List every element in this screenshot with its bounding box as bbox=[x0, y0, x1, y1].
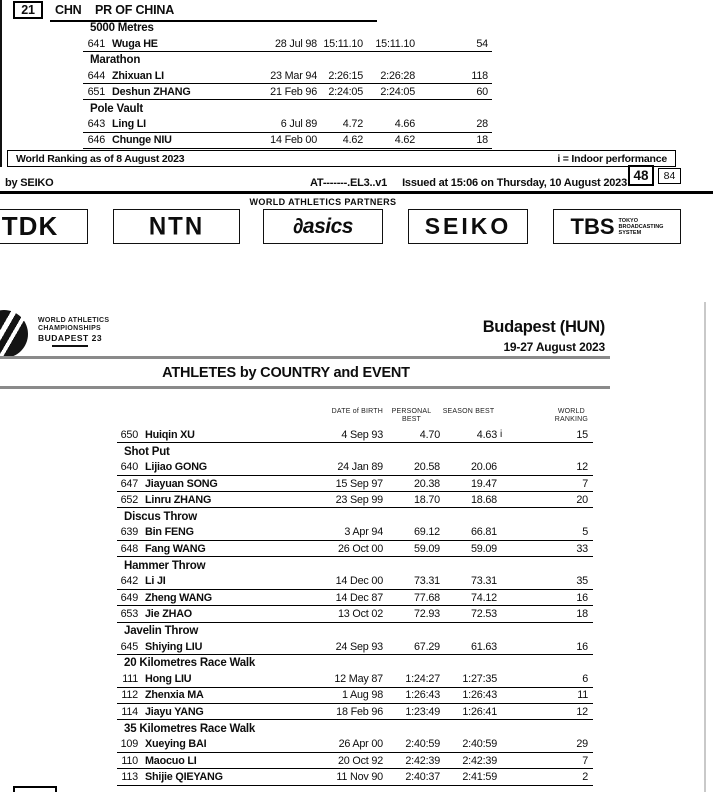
personal-best: 1:23:49 bbox=[405, 705, 440, 718]
world-ranking: 35 bbox=[576, 575, 588, 588]
athlete-row bbox=[83, 84, 492, 100]
event-header: Javelin Throw bbox=[124, 624, 199, 637]
logo-line1: WORLD ATHLETICS bbox=[38, 317, 110, 324]
header-rule-top bbox=[0, 356, 610, 359]
report-code: AT-------.EL3..v1 bbox=[310, 177, 388, 189]
personal-best: 4.72 bbox=[342, 118, 363, 131]
athlete-name: Zheng WANG bbox=[145, 591, 212, 604]
event-location: Budapest (HUN) bbox=[482, 318, 605, 336]
world-ranking: 29 bbox=[576, 738, 588, 751]
bib-number: 110 bbox=[121, 754, 138, 767]
season-best: 61.63 bbox=[470, 640, 497, 653]
athlete-row bbox=[117, 769, 593, 785]
personal-best: 69.12 bbox=[413, 526, 440, 539]
partners-title: WORLD ATHLETICS PARTNERS bbox=[249, 197, 397, 207]
season-best: 20.06 bbox=[470, 461, 497, 474]
date-of-birth: 14 Dec 87 bbox=[335, 591, 383, 604]
season-best: 2:24:05 bbox=[380, 85, 415, 98]
logo-underline bbox=[52, 345, 88, 347]
date-of-birth: 21 Feb 96 bbox=[270, 85, 317, 98]
athlete-row bbox=[117, 606, 593, 622]
date-of-birth: 28 Jul 98 bbox=[274, 37, 317, 50]
athlete-row bbox=[117, 704, 593, 720]
season-best: 19.47 bbox=[470, 477, 497, 490]
page-left-edge bbox=[0, 0, 2, 167]
page-right-edge bbox=[704, 302, 706, 792]
date-of-birth: 13 Oct 02 bbox=[337, 607, 383, 620]
event-header: 35 Kilometres Race Walk bbox=[124, 722, 256, 735]
country-code: CHN bbox=[55, 3, 82, 17]
world-ranking: 118 bbox=[471, 69, 488, 82]
bib-number: 653 bbox=[120, 607, 138, 620]
world-ranking: 54 bbox=[476, 37, 488, 50]
athlete-name: Wuga HE bbox=[112, 37, 158, 50]
personal-best: 72.93 bbox=[413, 607, 440, 620]
personal-best: 4.62 bbox=[342, 134, 363, 147]
athlete-name: Jie ZHAO bbox=[145, 607, 192, 620]
personal-best: 4.70 bbox=[419, 428, 440, 441]
personal-best: 2:24:05 bbox=[328, 85, 363, 98]
page-number-box bbox=[628, 165, 654, 186]
country-rank-box bbox=[13, 1, 43, 19]
athlete-name: Linru ZHANG bbox=[145, 493, 212, 506]
date-of-birth: 4 Sep 93 bbox=[341, 428, 383, 441]
world-ranking: 7 bbox=[582, 477, 588, 490]
date-of-birth: 18 Feb 96 bbox=[336, 705, 383, 718]
bib-number: 649 bbox=[120, 591, 138, 604]
personal-best: 1:24:27 bbox=[405, 673, 440, 686]
athlete-row bbox=[117, 525, 593, 541]
bib-number: 639 bbox=[120, 526, 138, 539]
season-best: 2:42:39 bbox=[462, 754, 497, 767]
personal-best: 2:40:37 bbox=[405, 770, 440, 783]
bib-number: 640 bbox=[120, 461, 138, 474]
personal-best: 20.58 bbox=[413, 461, 440, 474]
bib-number: 646 bbox=[87, 134, 105, 147]
bib-number: 648 bbox=[120, 542, 138, 555]
date-of-birth: 11 Nov 90 bbox=[336, 770, 383, 783]
athlete-row bbox=[83, 68, 492, 84]
world-ranking: 12 bbox=[576, 461, 588, 474]
date-of-birth: 1 Aug 98 bbox=[341, 689, 383, 702]
tbs-logo-subtext: TOKYO BROADCASTING SYSTEM bbox=[618, 217, 664, 236]
page-total-box bbox=[658, 168, 681, 184]
world-ranking: 18 bbox=[476, 134, 488, 147]
athlete-row bbox=[83, 36, 492, 52]
season-best: 66.81 bbox=[470, 526, 497, 539]
athlete-name: Zhenxia MA bbox=[145, 689, 204, 702]
date-of-birth: 23 Sep 99 bbox=[335, 493, 383, 506]
world-ranking: 18 bbox=[576, 607, 588, 620]
bib-number: 641 bbox=[87, 37, 105, 50]
season-best: 4.63 bbox=[476, 428, 497, 441]
indoor-note: i = Indoor performance bbox=[557, 152, 667, 165]
seiko-logo bbox=[408, 209, 528, 244]
athlete-name: Chunge NIU bbox=[112, 134, 172, 147]
event-header: 5000 Metres bbox=[90, 22, 154, 35]
world-ranking: 16 bbox=[576, 640, 588, 653]
col-date-of-birth: DATE of BIRTH bbox=[331, 408, 383, 415]
indoor-flag: i bbox=[500, 429, 503, 441]
next-country-rank-box bbox=[13, 786, 57, 792]
date-of-birth: 23 Mar 94 bbox=[270, 69, 317, 82]
season-best: 4.66 bbox=[394, 118, 415, 131]
personal-best: 20.38 bbox=[413, 477, 440, 490]
athlete-row bbox=[117, 460, 593, 476]
seiko-logo-text: SEIKO bbox=[424, 213, 512, 239]
col-world-ranking: WORLD RANKING bbox=[554, 408, 588, 423]
personal-best: 18.70 bbox=[413, 493, 440, 506]
date-of-birth: 14 Feb 00 bbox=[270, 134, 317, 147]
col-season-best: SEASON BEST bbox=[442, 408, 495, 415]
athlete-name: Ling LI bbox=[112, 118, 146, 131]
asics-logo bbox=[263, 209, 383, 244]
bib-number: 644 bbox=[87, 69, 105, 82]
bib-number: 109 bbox=[120, 738, 138, 751]
world-ranking: 15 bbox=[576, 428, 588, 441]
column-headers bbox=[117, 408, 593, 423]
athlete-row bbox=[83, 133, 492, 149]
country-rank: 21 bbox=[21, 3, 35, 17]
athlete-name: Deshun ZHANG bbox=[112, 85, 191, 98]
athlete-row bbox=[117, 541, 593, 557]
athletes-table-page2 bbox=[117, 427, 593, 786]
page-total: 84 bbox=[663, 170, 676, 182]
logo-line3: BUDAPEST 23 bbox=[38, 332, 103, 343]
issued-timestamp: Issued at 15:06 on Thursday, 10 August 2023 bbox=[402, 177, 627, 189]
season-best: 2:26:28 bbox=[380, 69, 415, 82]
bib-number: 114 bbox=[121, 705, 138, 718]
athlete-name: Jiayu YANG bbox=[145, 705, 204, 718]
world-ranking: 7 bbox=[582, 754, 588, 767]
athlete-row bbox=[117, 737, 593, 753]
athlete-row bbox=[117, 574, 593, 590]
athlete-name: Li JI bbox=[145, 575, 166, 588]
page-title: ATHLETES by COUNTRY and EVENT bbox=[162, 365, 410, 381]
page-number: 48 bbox=[633, 168, 649, 183]
athlete-row bbox=[117, 492, 593, 508]
ntn-logo bbox=[113, 209, 240, 244]
tbs-logo bbox=[553, 209, 681, 244]
personal-best: 1:26:43 bbox=[405, 689, 440, 702]
athlete-name: Shiying LIU bbox=[145, 640, 203, 653]
athletes-table-page1 bbox=[83, 20, 492, 149]
world-ranking: 60 bbox=[476, 85, 488, 98]
date-of-birth: 26 Oct 00 bbox=[337, 542, 383, 555]
season-best: 18.68 bbox=[470, 493, 497, 506]
asics-logo-text: ∂asics bbox=[293, 214, 353, 238]
date-of-birth: 12 May 87 bbox=[334, 673, 383, 686]
event-header: Pole Vault bbox=[90, 102, 143, 115]
event-dates: 19-27 August 2023 bbox=[503, 340, 605, 354]
world-athletics-logo bbox=[38, 317, 109, 347]
personal-best: 67.29 bbox=[413, 640, 440, 653]
season-best: 2:40:59 bbox=[462, 738, 497, 751]
timing-credit: by SEIKO bbox=[5, 177, 54, 189]
logo-line2: CHAMPIONSHIPS bbox=[38, 324, 102, 332]
season-best: 1:26:41 bbox=[462, 705, 497, 718]
date-of-birth: 26 Apr 00 bbox=[338, 738, 383, 751]
bib-number: 652 bbox=[120, 493, 138, 506]
tdk-logo-text: TDK bbox=[1, 211, 59, 241]
event-header: Discus Throw bbox=[124, 510, 198, 523]
date-of-birth: 24 Sep 93 bbox=[335, 640, 383, 653]
bib-number: 645 bbox=[120, 640, 138, 653]
world-ranking: 20 bbox=[576, 493, 588, 506]
athlete-name: Fang WANG bbox=[145, 542, 206, 555]
country-name: PR OF CHINA bbox=[95, 3, 175, 17]
date-of-birth: 20 Oct 92 bbox=[337, 754, 383, 767]
athlete-name: Bin FENG bbox=[145, 526, 194, 539]
world-ranking: 11 bbox=[577, 689, 588, 702]
athlete-row bbox=[117, 639, 593, 655]
ranking-note: World Ranking as of 8 August 2023 bbox=[16, 152, 185, 165]
date-of-birth: 3 Apr 94 bbox=[344, 526, 383, 539]
athlete-name: Zhixuan LI bbox=[112, 69, 164, 82]
bib-number: 642 bbox=[120, 575, 138, 588]
date-of-birth: 24 Jan 89 bbox=[337, 461, 383, 474]
world-ranking: 33 bbox=[576, 542, 588, 555]
bib-number: 113 bbox=[121, 770, 138, 783]
season-best: 2:41:59 bbox=[462, 770, 497, 783]
athlete-name: Jiayuan SONG bbox=[145, 477, 218, 490]
event-header: 20 Kilometres Race Walk bbox=[124, 657, 256, 670]
athlete-row bbox=[83, 117, 492, 133]
bib-number: 651 bbox=[87, 85, 105, 98]
season-best: 4.62 bbox=[394, 134, 415, 147]
athlete-row bbox=[117, 753, 593, 769]
season-best: 72.53 bbox=[470, 607, 497, 620]
personal-best: 2:42:39 bbox=[405, 754, 440, 767]
ntn-logo-text: NTN bbox=[148, 211, 205, 241]
championships-emblem-icon bbox=[0, 310, 28, 358]
season-best: 1:27:35 bbox=[462, 673, 497, 686]
personal-best: 77.68 bbox=[413, 591, 440, 604]
personal-best: 2:26:15 bbox=[328, 69, 363, 82]
world-ranking: 12 bbox=[576, 705, 588, 718]
date-of-birth: 15 Sep 97 bbox=[335, 477, 383, 490]
athlete-name: Maocuo LI bbox=[145, 754, 197, 767]
event-header: Shot Put bbox=[124, 445, 170, 458]
world-ranking: 5 bbox=[582, 526, 588, 539]
personal-best: 59.09 bbox=[413, 542, 440, 555]
world-ranking: 16 bbox=[576, 591, 588, 604]
tbs-logo-text: TBS bbox=[570, 213, 615, 239]
bib-number: 643 bbox=[87, 118, 105, 131]
season-best: 74.12 bbox=[470, 591, 497, 604]
athlete-row bbox=[117, 476, 593, 492]
athlete-row bbox=[117, 671, 593, 687]
personal-best: 2:40:59 bbox=[405, 738, 440, 751]
col-personal-best: PERSONAL BEST bbox=[391, 408, 432, 423]
ranking-note-strip bbox=[7, 150, 676, 167]
footer-rule bbox=[0, 191, 713, 194]
world-ranking: 6 bbox=[582, 673, 588, 686]
bib-number: 112 bbox=[121, 689, 138, 702]
athlete-row bbox=[117, 590, 593, 606]
athlete-name: Huiqin XU bbox=[145, 428, 195, 441]
athlete-name: Hong LIU bbox=[145, 673, 192, 686]
personal-best: 15:11.10 bbox=[323, 37, 363, 50]
bib-number: 111 bbox=[122, 673, 138, 686]
season-best: 73.31 bbox=[470, 575, 497, 588]
event-header: Hammer Throw bbox=[124, 559, 206, 572]
season-best: 1:26:43 bbox=[462, 689, 497, 702]
athlete-row bbox=[117, 688, 593, 704]
athlete-name: Lijiao GONG bbox=[145, 461, 207, 474]
athlete-name: Shijie QIEYANG bbox=[145, 770, 223, 783]
athlete-row bbox=[117, 427, 593, 443]
bib-number: 650 bbox=[120, 428, 138, 441]
date-of-birth: 14 Dec 00 bbox=[335, 575, 383, 588]
bib-number: 647 bbox=[120, 477, 138, 490]
world-ranking: 28 bbox=[476, 118, 488, 131]
world-ranking: 2 bbox=[582, 770, 588, 783]
season-best: 15:11.10 bbox=[375, 37, 415, 50]
personal-best: 73.31 bbox=[413, 575, 440, 588]
tdk-logo bbox=[0, 209, 88, 244]
season-best: 59.09 bbox=[470, 542, 497, 555]
athlete-name: Xueying BAI bbox=[145, 738, 207, 751]
event-header: Marathon bbox=[90, 54, 141, 67]
date-of-birth: 6 Jul 89 bbox=[280, 118, 317, 131]
header-rule-bottom bbox=[0, 386, 610, 389]
